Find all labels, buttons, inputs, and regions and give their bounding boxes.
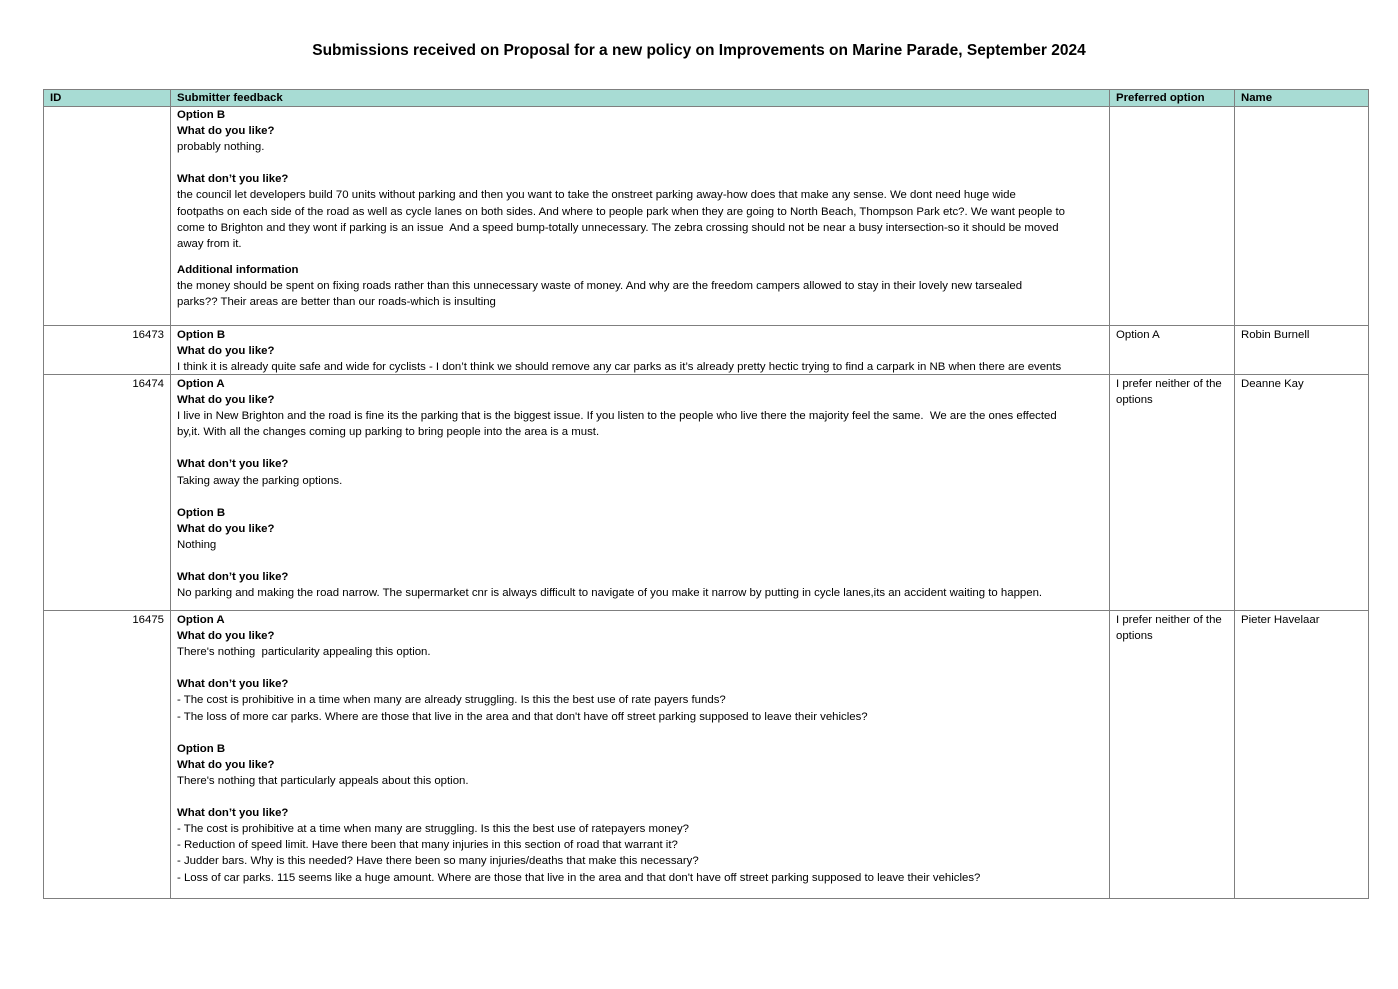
feedback-spacer xyxy=(177,660,1103,676)
feedback-spacer xyxy=(177,252,1103,262)
feedback-spacer xyxy=(177,789,1103,805)
feedback-heading: What do you like? xyxy=(177,630,275,643)
feedback-spacer xyxy=(177,440,1103,456)
submissions-table xyxy=(43,89,1369,899)
feedback-heading: What don’t you like? xyxy=(177,458,289,471)
preferred-option: I prefer neither of the options xyxy=(1110,611,1235,899)
submitter-feedback xyxy=(171,611,1110,899)
feedback-text: the council let developers build 70 units without parking and then you want to take the onstreet parking away-how does that make any sense. We dont need huge wide xyxy=(177,189,1016,202)
feedback-text: come to Brighton and they wont if parking is an issue And a speed bump-totally unnecessary. The zebra crossing should not be near a busy intersection-so it should be moved xyxy=(177,221,1059,234)
feedback-heading: Option B xyxy=(177,109,226,121)
feedback-text: - Loss of car parks. 115 seems like a huge amount. Where are those that live in the area and that don't have off street parking supposed to leave their vehicles? xyxy=(177,871,981,884)
table-row xyxy=(44,107,1369,326)
feedback-text: Nothing xyxy=(177,538,217,551)
page-title: Submissions received on Proposal for a new policy on Improvements on Marine Parade, September 2024 xyxy=(312,42,1086,59)
feedback-spacer xyxy=(177,725,1103,741)
submission-id: 16473 xyxy=(44,326,171,375)
submitter-feedback xyxy=(171,107,1110,326)
table-row xyxy=(44,375,1369,611)
feedback-text: There's nothing that particularly appeals about this option. xyxy=(177,774,469,787)
feedback-heading: What don’t you like? xyxy=(177,678,289,691)
feedback-heading: What don’t you like? xyxy=(177,173,289,186)
submitter-feedback xyxy=(171,326,1110,375)
feedback-heading: Option B xyxy=(177,329,226,341)
feedback-heading: Option B xyxy=(177,742,226,755)
feedback-text: Taking away the parking options. xyxy=(177,474,343,487)
table-row xyxy=(44,326,1369,375)
feedback-spacer xyxy=(177,489,1103,505)
feedback-text: footpaths on each side of the road as well as cycle lanes on both sides. And where to people park when they are going to North Beach, Thompson Park etc?. We want people to xyxy=(177,205,1065,218)
feedback-text: away from it. xyxy=(177,237,242,250)
feedback-heading: What do you like? xyxy=(177,522,275,535)
feedback-heading: What don’t you like? xyxy=(177,807,289,820)
feedback-text: - The cost is prohibitive at a time when many are struggling. Is this the best use of ratepayers money? xyxy=(177,823,689,836)
submitter-name: Deanne Kay xyxy=(1235,375,1369,611)
submission-id xyxy=(44,107,171,326)
feedback-text: by,it. With all the changes coming up parking to bring people into the area is a must. xyxy=(177,426,600,439)
feedback-heading: What do you like? xyxy=(177,125,275,138)
feedback-heading: Additional information xyxy=(177,263,299,276)
feedback-text: No parking and making the road narrow. The supermarket cnr is always difficult to navigate of you make it narrow by putting in cycle lanes,its an accident waiting to happen. xyxy=(177,587,1043,600)
table-header-row xyxy=(44,90,1369,107)
feedback-heading: What do you like? xyxy=(177,345,275,358)
feedback-heading: What do you like? xyxy=(177,758,275,771)
column-header-id: ID xyxy=(44,90,171,107)
submitter-name xyxy=(1235,107,1369,326)
feedback-text: I think it is already quite safe and wide for cyclists - I don’t think we should remove any car parks as it’s already pretty hectic trying to find a carpark in NB when there are events xyxy=(177,361,1062,374)
submission-id: 16475 xyxy=(44,611,171,899)
feedback-text: - The cost is prohibitive in a time when many are already struggling. Is this the best use of rate payers funds? xyxy=(177,694,726,707)
feedback-text: There's nothing particularity appealing this option. xyxy=(177,646,431,659)
preferred-option xyxy=(1110,107,1235,326)
column-header-preferred-option: Preferred option xyxy=(1110,90,1235,107)
column-header-feedback: Submitter feedback xyxy=(171,90,1110,107)
feedback-text: the money should be spent on fixing roads rather than this unnecessary waste of money. And why are the freedom campers allowed to stay in their lovely new tarsealed xyxy=(177,279,1023,292)
submitter-name: Pieter Havelaar xyxy=(1235,611,1369,899)
table-row xyxy=(44,611,1369,899)
column-header-name: Name xyxy=(1235,90,1369,107)
feedback-text: - Reduction of speed limit. Have there been that many injuries in this section of road that warrant it? xyxy=(177,839,678,852)
feedback-heading: Option B xyxy=(177,506,226,519)
feedback-heading: Option A xyxy=(177,378,225,390)
feedback-spacer xyxy=(177,155,1103,171)
feedback-text: - The loss of more car parks. Where are those that live in the area and that don't have off street parking supposed to leave their vehicles? xyxy=(177,710,868,723)
feedback-text: parks?? Their areas are better than our roads-which is insulting xyxy=(177,296,496,309)
feedback-heading: What do you like? xyxy=(177,394,275,407)
feedback-heading: Option A xyxy=(177,614,225,626)
submitter-name: Robin Burnell xyxy=(1235,326,1369,375)
submitter-feedback xyxy=(171,375,1110,611)
preferred-option: Option A xyxy=(1110,326,1235,375)
feedback-heading: What don’t you like? xyxy=(177,571,289,584)
preferred-option: I prefer neither of the options xyxy=(1110,375,1235,611)
feedback-text: I live in New Brighton and the road is fine its the parking that is the biggest issue. If you listen to the people who live there the majority feel the same. We are the ones effected xyxy=(177,410,1057,423)
submission-id: 16474 xyxy=(44,375,171,611)
feedback-spacer xyxy=(177,553,1103,569)
feedback-text: probably nothing. xyxy=(177,141,265,154)
feedback-text: - Judder bars. Why is this needed? Have there been so many injuries/deaths that make this necessary? xyxy=(177,855,699,868)
